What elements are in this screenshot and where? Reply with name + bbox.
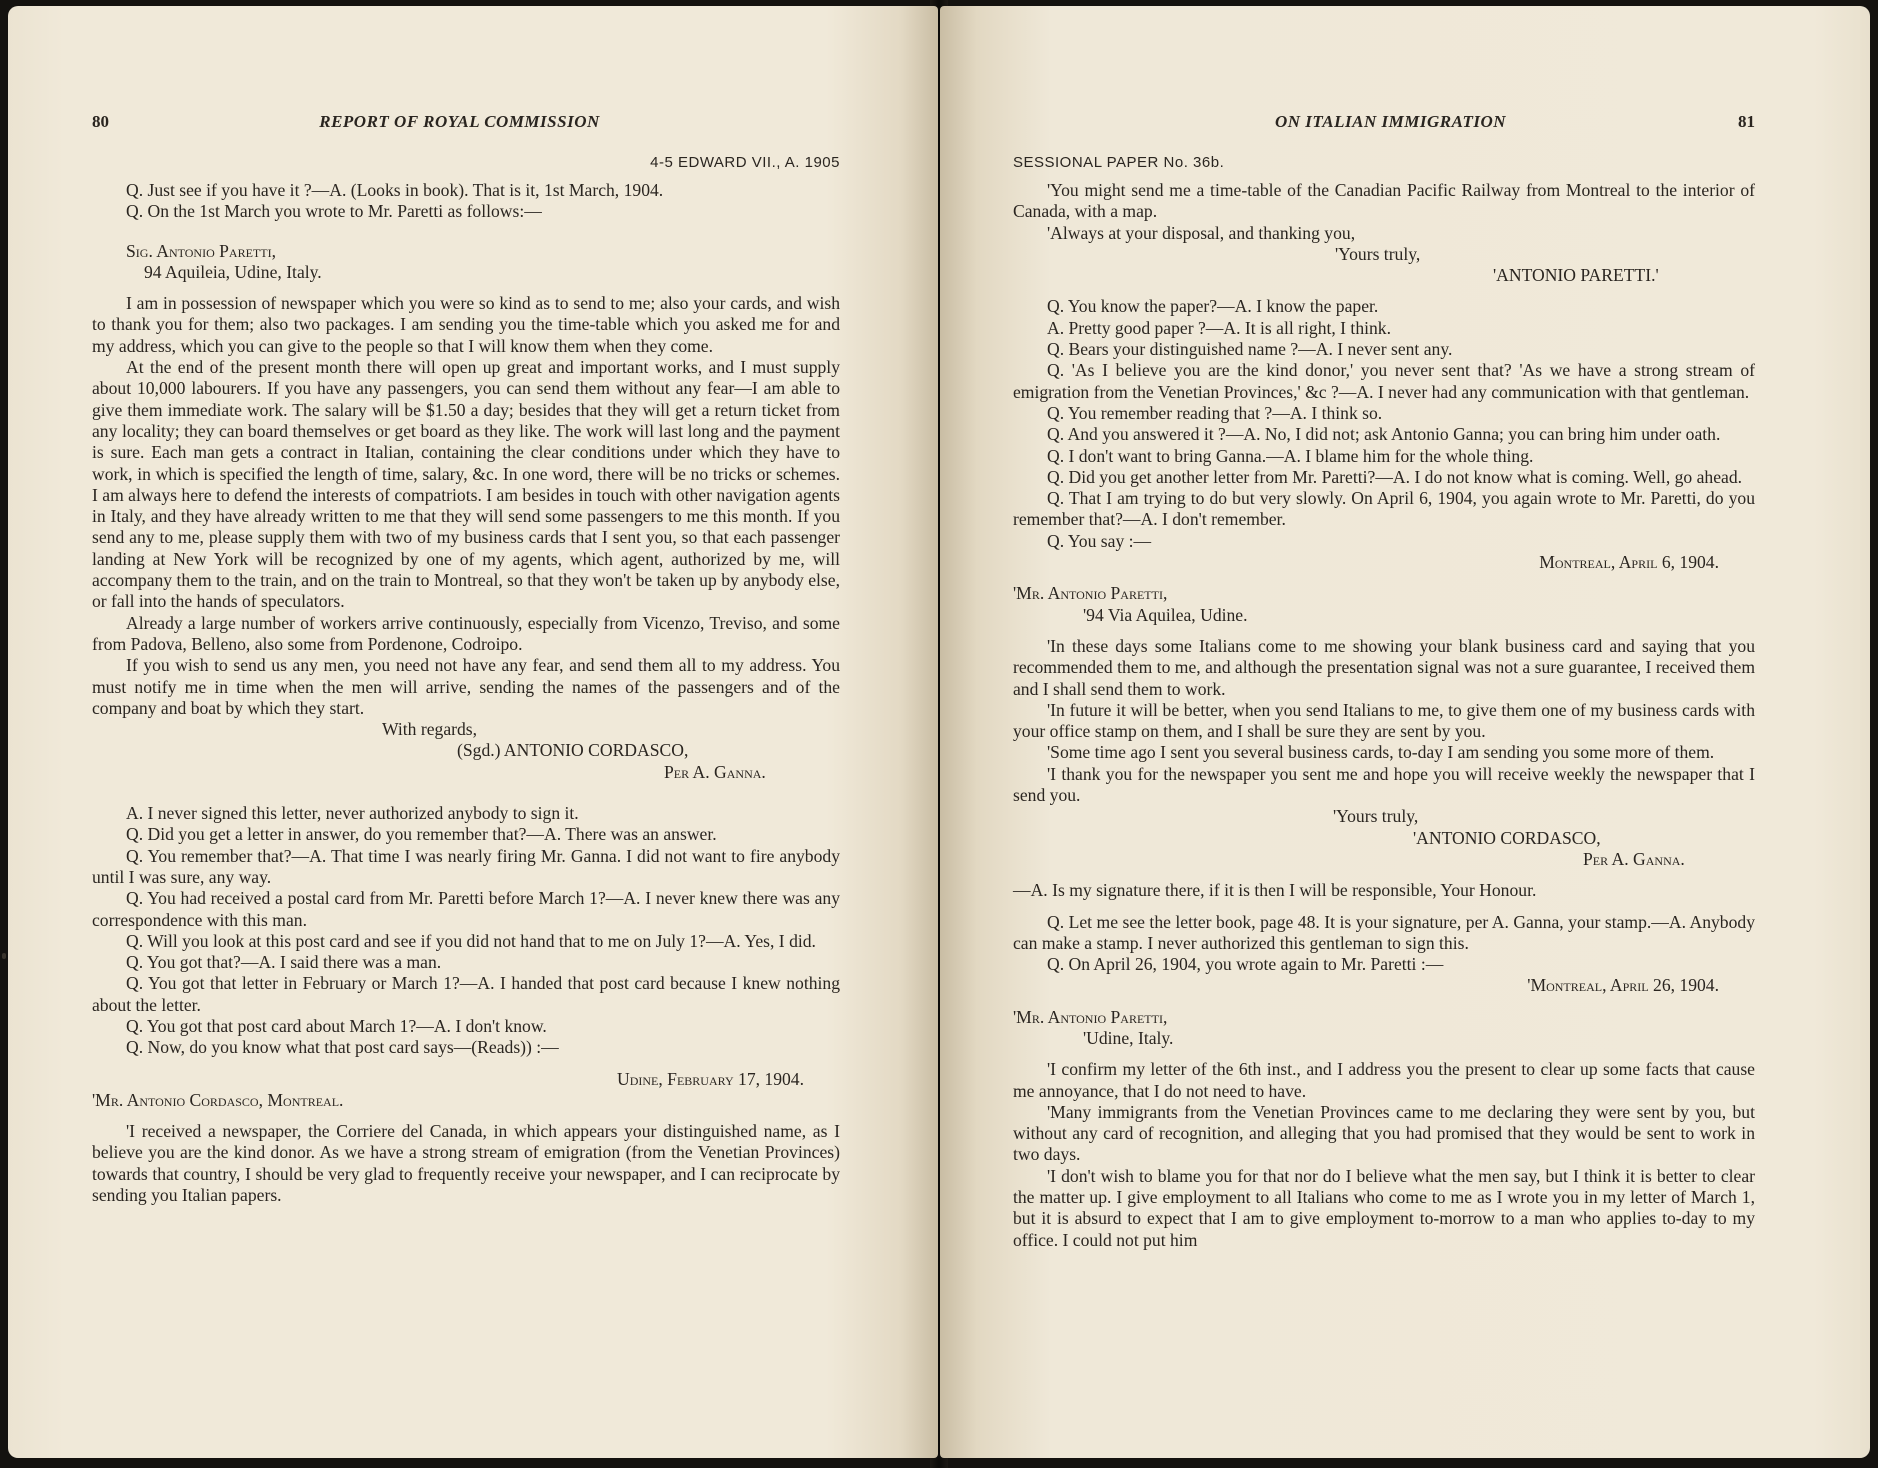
left-running-head xyxy=(92,112,840,138)
paragraph: Q. You had received a postal card from Mr. Paretti before March 1?—A. I never knew there was any correspondence with this man. xyxy=(92,888,840,930)
paragraph: 'I thank you for the newspaper you sent me and hope you will receive weekly the newspaper that I send you. xyxy=(1013,763,1755,806)
paragraph: At the end of the present month there will open up great and important works, and I must supply about 10,000 labourers. If you have any passengers, you can send them without any fear—I am able to give them immediate work. The salary will be $1.50 a day; besides that they will get a return ticket from any locality; they can board themselves or get board as they like. The work will last long and the payment is sure. Each man gets a contract in Italian, containing the clear conditions under which they have to work, in which is specified the length of time, salary, &c. In one word, there will be no tricks or schemes. I am always here to defend the interests of compatriots. I am besides in touch with other navigation agents in Italy, and they have already written to me that they will send some passengers to me this month. If you send any to me, please supply them with two of my business cards that I sent you, so that each passenger landing at New York will be recognized by one of my agents, which agent, authorized by me, will accompany them to the train, and on the train to Montreal, so that they won't be taken up by anybody else, or fall into the hands of speculators. xyxy=(92,357,841,612)
paragraph: 'In these days some Italians come to me showing your blank business card and saying that you recommended them to me, and although the presentation signal was not a sure guarantee, I received them and I shall send them to work. xyxy=(1013,635,1755,699)
letter-closing: With regards, xyxy=(382,719,478,740)
session-reference: SESSIONAL PAPER No. 36b. xyxy=(1013,154,1225,171)
paragraph: Q. You say :— xyxy=(1047,530,1152,551)
paragraph: A. Pretty good paper ?—A. It is all right, I think. xyxy=(1047,317,1391,338)
paragraph: Q. On the 1st March you wrote to Mr. Paretti as follows:— xyxy=(126,201,542,222)
paragraph: Q. 'As I believe you are the kind donor,' you never sent that? 'As we have a strong stream of emigration from the Venetian Provinces,' &c ?—A. I never had any communication with that gentleman. xyxy=(1013,360,1755,402)
left-page xyxy=(8,6,938,1458)
letter-address: '94 Via Aquilea, Udine. xyxy=(1083,604,1248,625)
paragraph: Q. You remember that?—A. That time I was nearly firing Mr. Ganna. I did not want to fire anybody until I was sure, any way. xyxy=(92,845,840,887)
margin-mark xyxy=(2,953,6,959)
paragraph: 'Always at your disposal, and thanking you, xyxy=(1047,222,1356,243)
right-body xyxy=(1013,180,1755,1251)
page-number: 81 xyxy=(1737,112,1755,131)
paragraph: Q. You got that?—A. I said there was a man. xyxy=(126,952,442,973)
paragraph: Q. Did you get a letter in answer, do you remember that?—A. There was an answer. xyxy=(126,824,717,845)
letter-address: 94 Aquileia, Udine, Italy. xyxy=(144,261,322,282)
letter-signature: 'ANTONIO PARETTI.' xyxy=(1493,265,1659,286)
letter-closing: 'Yours truly, xyxy=(1335,243,1421,264)
paragraph: 'You might send me a time-table of the Canadian Pacific Railway from Montreal to the interior of Canada, with a map. xyxy=(1013,180,1755,222)
paragraph: If you wish to send us any men, you need not have any fear, and send them all to my address. You must notify me in time when the men will arrive, sending the names of the passengers and of the company and boat by which they start. xyxy=(92,655,840,718)
paragraph: Q. You got that letter in February or March 1?—A. I handed that post card because I knew nothing about the letter. xyxy=(92,973,840,1015)
paragraph: Q. Did you get another letter from Mr. Paretti?—A. I do not know what is coming. Well, go ahead. xyxy=(1047,466,1743,487)
paragraph: I am in possession of newspaper which you were so kind as to send to me; also your cards, and wish to thank you for them; also two packages. I am sending you the time-table which you asked me for and my address, which you can give to the people so that I will know them when they come. xyxy=(92,293,840,356)
paragraph: Already a large number of workers arrive continuously, especially from Vicenzo, Treviso, and some from Padova, Belleno, also some from Pordenone, Codroipo. xyxy=(92,612,840,654)
paragraph: A. I never signed this letter, never authorized anybody to sign it. xyxy=(126,803,579,824)
paragraph: 'Many immigrants from the Venetian Provinces came to me declaring they were sent by you, but without any card of recognition, and alleging that you had promised that they would be sent to work in two days. xyxy=(1013,1101,1755,1165)
letter-per: Per A. Ganna. xyxy=(1583,848,1685,869)
paragraph: Q. That I am trying to do but very slowly. On April 6, 1904, you again wrote to Mr. Paretti, do you remember that?—A. I don't remember. xyxy=(1013,488,1755,530)
running-title: REPORT OF ROYAL COMMISSION xyxy=(319,112,600,131)
paragraph: 'I confirm my letter of the 6th inst., and I address you the present to clear up some facts that cause me annoyance, that I do not need to have. xyxy=(1013,1059,1755,1101)
letter-dateline: Montreal, April 6, 1904. xyxy=(1539,552,1719,573)
paragraph: Q. Will you look at this post card and see if you did not hand that to me on July 1?—A. Yes, I did. xyxy=(126,930,816,951)
right-running-head xyxy=(1013,112,1755,138)
left-body xyxy=(92,180,840,1206)
paragraph: Q. You remember reading that ?—A. I think so. xyxy=(1047,402,1383,423)
paragraph: 'Some time ago I sent you several business cards, to-day I am sending you some more of them. xyxy=(1047,742,1715,763)
paragraph: Q. Bears your distinguished name ?—A. I never sent any. xyxy=(1047,339,1453,360)
session-reference: 4-5 EDWARD VII., A. 1905 xyxy=(650,154,840,171)
letter-addressee: 'Mr. Antonio Paretti, xyxy=(1013,1006,1168,1027)
letter-signature: (Sgd.) ANTONIO CORDASCO, xyxy=(457,740,689,761)
running-title: ON ITALIAN IMMIGRATION xyxy=(1274,112,1507,131)
letter-per: Per A. Ganna. xyxy=(664,761,766,782)
letter-addressee: Sig. Antonio Paretti, xyxy=(126,240,276,261)
paragraph: Q. On April 26, 1904, you wrote again to Mr. Paretti :— xyxy=(1047,954,1444,975)
paragraph: Q. Let me see the letter book, page 48. It is your signature, per A. Ganna, your stamp.—A. Anybody can make a stamp. I never authorized this gentleman to sign this. xyxy=(1013,911,1755,953)
letter-address: 'Udine, Italy. xyxy=(1083,1027,1174,1048)
page-number: 80 xyxy=(92,112,109,131)
paragraph: —A. Is my signature there, if it is then I will be responsible, Your Honour. xyxy=(1013,880,1537,901)
paragraph: 'In future it will be better, when you send Italians to me, to give them one of my business cards with your office stamp on them, and I shall be sure they are sent by you. xyxy=(1013,699,1755,742)
paragraph: Q. You know the paper?—A. I know the paper. xyxy=(1047,296,1379,317)
paragraph: Q. Now, do you know what that post card says—(Reads)) :— xyxy=(126,1037,559,1058)
paragraph: Q. You got that post card about March 1?—A. I don't know. xyxy=(126,1015,547,1036)
paragraph: 'I don't wish to blame you for that nor do I believe what the men say, but I think it is better to clear the matter up. I give employment to all Italians who come to me as I wrote you in my letter of March 1, but it is absurd to expect that I am to give employment to-morrow to a man who applies to-day to my office. I could not put him xyxy=(1013,1165,1755,1250)
paragraph: 'I received a newspaper, the Corriere del Canada, in which appears your distinguished name, as I believe you are the kind donor. As we have a strong stream of emigration (from the Venetian Provinces) towards that country, I should be very glad to frequently receive your newspaper, and I can reciprocate by sending you Italian papers. xyxy=(92,1121,840,1206)
paragraph: Q. Just see if you have it ?—A. (Looks in book). That is it, 1st March, 1904. xyxy=(126,180,664,200)
letter-addressee: 'Mr. Antonio Paretti, xyxy=(1013,583,1168,604)
paragraph: Q. And you answered it ?—A. No, I did not; ask Antonio Ganna; you can bring him under oath. xyxy=(1047,424,1721,445)
letter-dateline: Udine, February 17, 1904. xyxy=(617,1068,804,1089)
letter-closing: 'Yours truly, xyxy=(1333,806,1419,827)
paragraph: Q. I don't want to bring Ganna.—A. I blame him for the whole thing. xyxy=(1047,445,1534,466)
right-page xyxy=(940,6,1870,1458)
letter-signature: 'ANTONIO CORDASCO, xyxy=(1413,827,1601,848)
letter-addressee: 'Mr. Antonio Cordasco, Montreal. xyxy=(92,1089,344,1110)
letter-dateline: 'Montreal, April 26, 1904. xyxy=(1527,975,1719,996)
